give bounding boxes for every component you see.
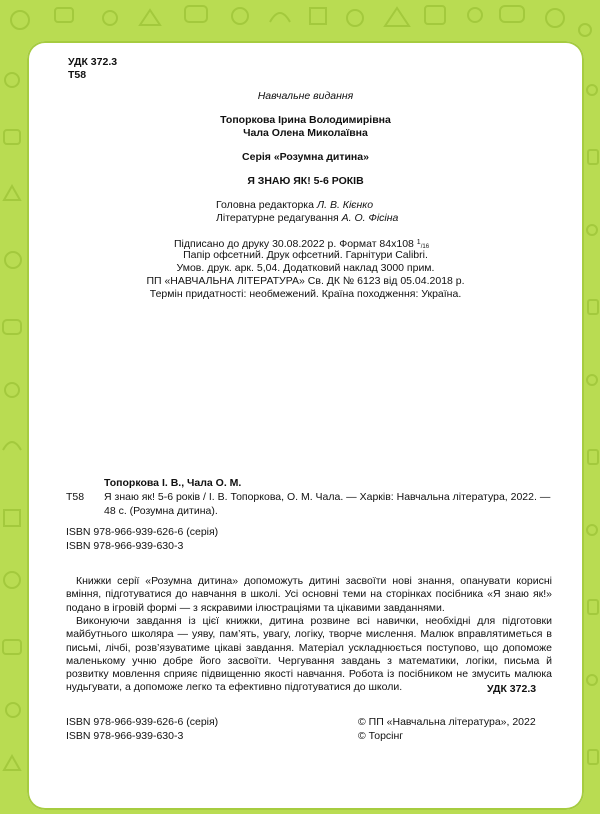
author-1: Топоркова Ірина Володимирівна <box>220 114 391 126</box>
code-top: Т58 <box>68 69 87 81</box>
print-info-line-2: Папір офсетний. Друк офсетний. Гарнітури Calibri. <box>183 249 428 261</box>
catalog-desc-2: 48 с. (Розумна дитина). <box>104 505 218 517</box>
footer-isbn-2: ISBN 978-966-939-630-3 <box>66 730 184 742</box>
author-2: Чала Олена Миколаївна <box>243 127 368 139</box>
print-info-line-5: Термін придатності: необмежений. Країна походження: Україна. <box>149 288 462 300</box>
annotation-udk: УДК 372.3 <box>487 683 537 695</box>
edition-type: Навчальне видання <box>257 90 354 102</box>
format-fraction-den: /16 <box>420 244 430 250</box>
footer-isbn-1: ISBN 978-966-939-626-6 (серія) <box>66 716 219 728</box>
literary-editor-name: А. О. Фісіна <box>341 212 399 224</box>
literary-editor <box>216 212 398 225</box>
series-title: Серія «Розумна дитина» <box>242 151 369 163</box>
copyright-torsing: © Торсінг <box>358 730 404 742</box>
print-info-format: Підписано до друку 30.08.2022 р. Формат 84х108 <box>174 238 414 250</box>
literary-editor-label: Літературне редагування <box>216 212 339 224</box>
annotation-paragraph-2: Виконуючи завдання із цієї книжки, дитина розвине всі навички, необхідні для підготовки майбутнього школяра — уяву, пам’ять, увагу, логіку, творче мислення. Малюк вправлятиметься в письмі, лічбі, розв’язуватиме цікаві завдання. Матеріал ускладнюється поступово, що допоможе маленькому учню добре його засвоїти. Чергування завдань з математики, логіки, письма й розвитку мовлення сприяє підвищенню якості навчання. Робота із посібником не змусить малюка нудьгувати, а допоможе легко та ефективно підготуватися до школи. <box>66 615 552 694</box>
catalog-isbn-2: ISBN 978-966-939-630-3 <box>66 540 184 552</box>
print-info-line-4: ПП «НАВЧАЛЬНА ЛІТЕРАТУРА» Св. ДК № 6123 від 05.04.2018 р. <box>146 275 465 287</box>
chief-editor-label: Головна редакторка <box>216 199 314 211</box>
catalog-desc-1: Я знаю як! 5-6 років / І. В. Топоркова, О. М. Чала. — Харків: Навчальна література, 2022. — <box>104 491 551 503</box>
book-title: Я ЗНАЮ ЯК! 5-6 РОКІВ <box>247 175 364 187</box>
copyright-publisher: © ПП «Навчальна література», 2022 <box>358 716 536 728</box>
print-info-line-3: Умов. друк. арк. 5,04. Додатковий наклад 3000 прим. <box>176 262 435 274</box>
catalog-authors: Топоркова І. В., Чала О. М. <box>104 477 242 489</box>
chief-editor <box>216 199 373 212</box>
catalog-code: Т58 <box>66 491 85 503</box>
annotation-paragraph-1: Книжки серії «Розумна дитина» допоможуть дитині засвоїти нові знання, опанувати корисні вміння, підготуватися до навчання в школі. Усі основні теми на сторінках посібника «Я знаю як!» подано в ігровій формі — з яскравими ілюстраціями та цікавими завданнями. <box>66 575 552 614</box>
chief-editor-name: Л. В. Кієнко <box>316 199 374 211</box>
udk-top: УДК 372.3 <box>68 56 118 68</box>
format-fraction-num: 1 <box>416 239 421 246</box>
catalog-isbn-1: ISBN 978-966-939-626-6 (серія) <box>66 526 219 538</box>
